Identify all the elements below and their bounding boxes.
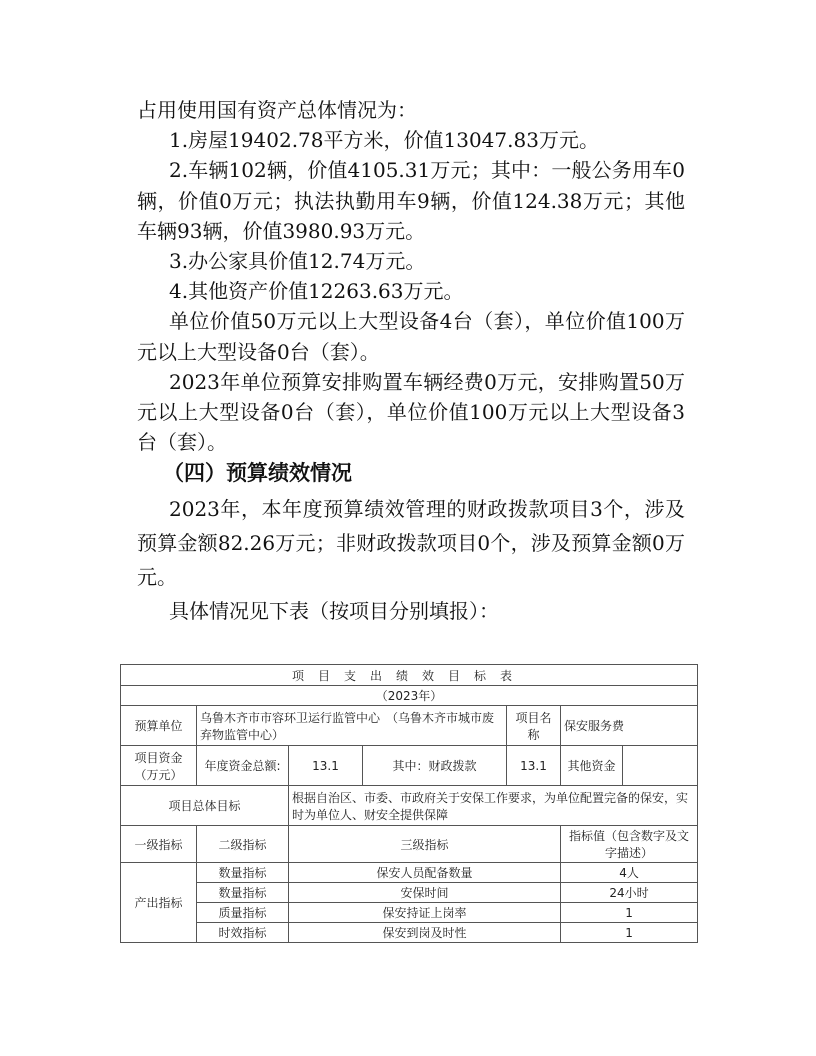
level3-cell: 保安持证上岗率: [289, 903, 561, 923]
value-cell: 4人: [561, 863, 698, 883]
value-cell: 1: [561, 903, 698, 923]
fiscal-value: 13.1: [507, 746, 561, 786]
goal-label: 项目总体目标: [121, 786, 289, 826]
header-level2: 二级指标: [197, 826, 289, 863]
header-value: 指标值（包含数字及文字描述）: [561, 826, 698, 863]
budget-purchase-para: 2023年单位预算安排购置车辆经费0万元，安排购置50万元以上大型设备0台（套），单位价值100万元以上大型设备3台（套）。: [137, 369, 685, 455]
assets-item-1: 1.房屋19402.78平方米，价值13047.83万元。: [169, 128, 599, 153]
performance-table: [120, 664, 698, 943]
performance-section: [137, 492, 685, 628]
budget-unit-value: 乌鲁木齐市市容环卫运行监管中心 （乌鲁木齐市城市废弃物监管中心）: [197, 706, 507, 746]
annual-total-label: 年度资金总额:: [197, 746, 289, 786]
goal-value: 根据自治区、市委、市政府关于安保工作要求，为单位配置完备的保安，实时为单位人、财安全提供保障: [289, 786, 698, 826]
assets-item-2: 2.车辆102辆，价值4105.31万元；其中：一般公务用车0辆，价值0万元；执法执勤用车9辆，价值124.38万元；其他车辆93辆，价值3980.93万元。: [137, 158, 685, 243]
level1-output: 产出指标: [121, 863, 197, 943]
assets-section: [137, 95, 685, 457]
level2-cell: 时效指标: [197, 923, 289, 943]
value-cell: 24小时: [561, 883, 698, 903]
assets-item-4: 4.其他资产价值12263.63万元。: [169, 279, 464, 304]
annual-total-value: 13.1: [289, 746, 363, 786]
project-name-label: 项目名称: [507, 706, 561, 746]
section-heading: （四）预算绩效情况: [163, 461, 352, 485]
project-name-value: 保安服务费: [561, 706, 698, 746]
fiscal-label: 其中：财政拨款: [363, 746, 507, 786]
level2-cell: 数量指标: [197, 863, 289, 883]
performance-para: 2023年，本年度预算绩效管理的财政拨款项目3个，涉及预算金额82.26万元；非财政拨款项目0个，涉及预算金额0万元。: [137, 497, 685, 589]
level3-cell: 保安到岗及时性: [289, 923, 561, 943]
level3-cell: 保安人员配备数量: [289, 863, 561, 883]
budget-unit-label: 预算单位: [121, 706, 197, 746]
detail-para: 具体情况见下表（按项目分别填报）：: [169, 599, 499, 623]
level3-cell: 安保时间: [289, 883, 561, 903]
other-funds-value: [623, 746, 698, 786]
level2-cell: 数量指标: [197, 883, 289, 903]
assets-intro: 占用使用国有资产总体情况为：: [137, 98, 417, 122]
header-level3: 三级指标: [289, 826, 561, 863]
table-year: （2023年）: [121, 686, 698, 706]
large-equipment-para: 单位价值50万元以上大型设备4台（套），单位价值100万元以上大型设备0台（套）。: [137, 309, 685, 364]
table-title: 项目支出绩效目标表: [121, 665, 698, 686]
value-cell: 1: [561, 923, 698, 943]
header-level1: 一级指标: [121, 826, 197, 863]
fund-label: 项目资金（万元）: [121, 746, 197, 786]
assets-item-3: 3.办公家具价值12.74万元。: [169, 249, 426, 274]
level2-cell: 质量指标: [197, 903, 289, 923]
other-funds-label: 其他资金: [561, 746, 623, 786]
